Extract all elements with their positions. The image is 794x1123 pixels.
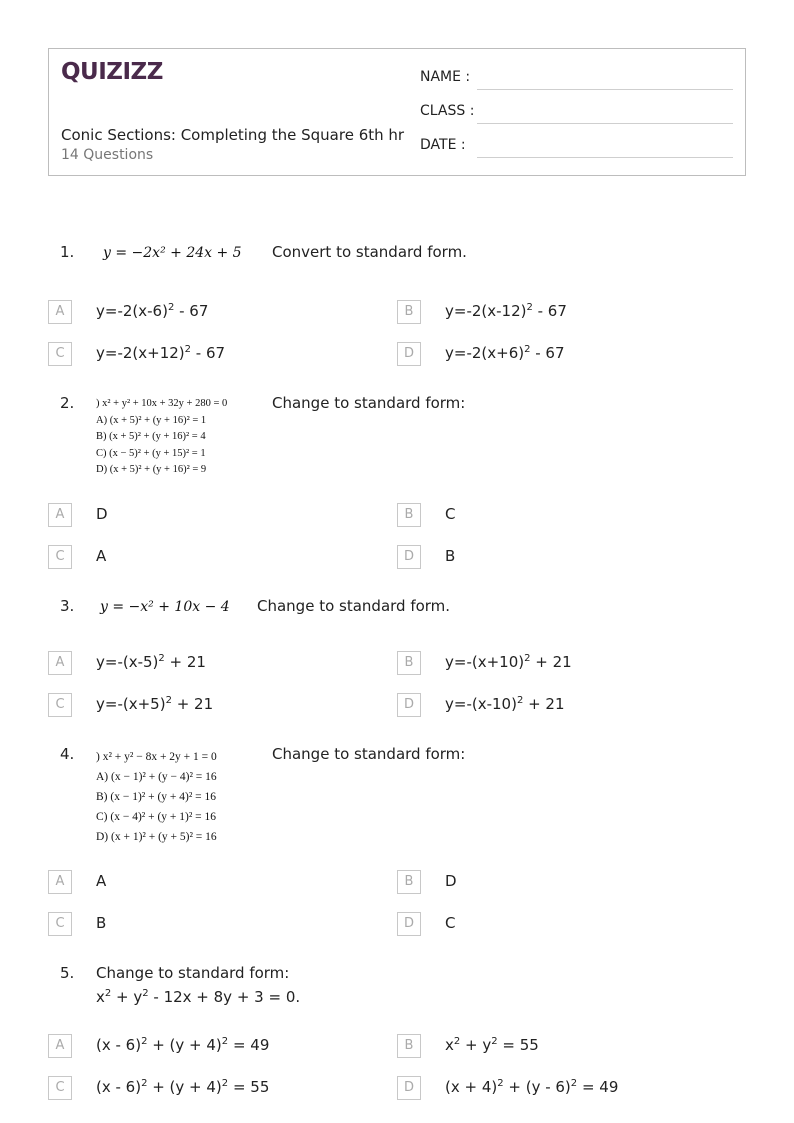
option-a[interactable]: $y=-2(x-6)^2 - 67$ xyxy=(96,302,209,320)
question-prompt: Change to standard form: xyxy=(272,745,466,763)
image-line: C) (x − 5)² + (y + 15)² = 1 xyxy=(96,447,206,459)
question-image xyxy=(96,747,217,847)
option-box-a[interactable]: A xyxy=(48,651,72,675)
question-prompt: Change to standard form. xyxy=(257,597,451,615)
option-c[interactable]: $y=-2(x+12)^2 - 67$ xyxy=(96,344,226,362)
question-equation: y = −2x² + 24x + 5 xyxy=(103,245,242,261)
name-label: NAME : xyxy=(420,69,471,85)
image-line: A) (x − 1)² + (y − 4)² = 16 xyxy=(96,771,217,783)
image-line: ) x² + y² + 10x + 32y + 280 = 0 xyxy=(96,398,228,409)
option-b[interactable]: D xyxy=(445,872,457,890)
date-field[interactable] xyxy=(477,157,733,158)
option-b[interactable]: $y=-2(x-12)^2 - 67$ xyxy=(445,302,567,320)
option-d[interactable]: C xyxy=(445,914,456,932)
question-image xyxy=(96,396,227,479)
image-line: ) x² + y² − 8x + 2y + 1 = 0 xyxy=(96,751,217,763)
option-box-c[interactable]: C xyxy=(48,693,72,717)
question-prompt: Change to standard form: xyxy=(96,964,290,982)
option-a[interactable]: $(x - 6)^2 + (y + 4)^2 = 49$ xyxy=(96,1036,270,1054)
option-c[interactable]: A xyxy=(96,547,107,565)
question-prompt: Change to standard form: xyxy=(272,394,466,412)
option-box-b[interactable]: B xyxy=(397,300,421,324)
option-box-b[interactable]: B xyxy=(397,503,421,527)
name-field[interactable] xyxy=(477,89,733,90)
option-box-d[interactable]: D xyxy=(397,693,421,717)
option-a[interactable]: A xyxy=(96,872,107,890)
question-number: 2. xyxy=(60,394,75,412)
option-d[interactable]: $y=-(x-10)^2 + 21$ xyxy=(445,695,565,713)
option-b[interactable]: C xyxy=(445,505,456,523)
option-box-b[interactable]: B xyxy=(397,651,421,675)
option-box-c[interactable]: C xyxy=(48,912,72,936)
worksheet-header xyxy=(48,48,746,176)
question-count: 14 Questions xyxy=(61,147,154,163)
image-line: D) (x + 1)² + (y + 5)² = 16 xyxy=(96,831,217,843)
option-d[interactable]: $y=-2(x+6)^2 - 67$ xyxy=(445,344,565,362)
option-box-a[interactable]: A xyxy=(48,870,72,894)
option-box-a[interactable]: A xyxy=(48,503,72,527)
option-a[interactable]: D xyxy=(96,505,108,523)
option-box-c[interactable]: C xyxy=(48,545,72,569)
option-box-d[interactable]: D xyxy=(397,545,421,569)
question-equation: y = −x² + 10x − 4 xyxy=(100,599,230,615)
worksheet-title: Conic Sections: Completing the Square 6th hr xyxy=(61,126,405,144)
option-a[interactable]: $y=-(x-5)^2 + 21$ xyxy=(96,653,206,671)
question-equation: $x^2 + y^2 - 12x + 8y + 3 = 0$. xyxy=(96,988,301,1006)
class-field[interactable] xyxy=(477,123,733,124)
option-box-a[interactable]: A xyxy=(48,1034,72,1058)
image-line: B) (x + 5)² + (y + 16)² = 4 xyxy=(96,431,206,443)
option-box-b[interactable]: B xyxy=(397,1034,421,1058)
question-number: 3. xyxy=(60,597,75,615)
image-line: A) (x + 5)² + (y + 16)² = 1 xyxy=(96,414,207,426)
option-d[interactable]: B xyxy=(445,547,456,565)
option-box-d[interactable]: D xyxy=(397,912,421,936)
option-box-a[interactable]: A xyxy=(48,300,72,324)
quizizz-logo: QUIZIZZ xyxy=(61,59,163,85)
question-number: 1. xyxy=(60,243,75,261)
option-box-c[interactable]: C xyxy=(48,1076,72,1100)
option-box-d[interactable]: D xyxy=(397,1076,421,1100)
question-number: 5. xyxy=(60,964,75,982)
question-number: 4. xyxy=(60,745,75,763)
question-prompt: Convert to standard form. xyxy=(272,243,467,261)
option-c[interactable]: $(x - 6)^2 + (y + 4)^2 = 55$ xyxy=(96,1078,270,1096)
option-box-b[interactable]: B xyxy=(397,870,421,894)
option-d[interactable]: $(x + 4)^2 + (y - 6)^2 = 49$ xyxy=(445,1078,619,1096)
option-c[interactable]: $y=-(x+5)^2 + 21$ xyxy=(96,695,214,713)
option-b[interactable]: $y=-(x+10)^2 + 21$ xyxy=(445,653,572,671)
option-c[interactable]: B xyxy=(96,914,107,932)
class-label: CLASS : xyxy=(420,103,475,119)
image-line: D) (x + 5)² + (y + 16)² = 9 xyxy=(96,464,207,476)
image-line: B) (x − 1)² + (y + 4)² = 16 xyxy=(96,791,217,803)
image-line: C) (x − 4)² + (y + 1)² = 16 xyxy=(96,811,217,823)
option-box-d[interactable]: D xyxy=(397,342,421,366)
date-label: DATE : xyxy=(420,137,466,153)
option-b[interactable]: $x^2 + y^2 = 55$ xyxy=(445,1036,539,1054)
option-box-c[interactable]: C xyxy=(48,342,72,366)
